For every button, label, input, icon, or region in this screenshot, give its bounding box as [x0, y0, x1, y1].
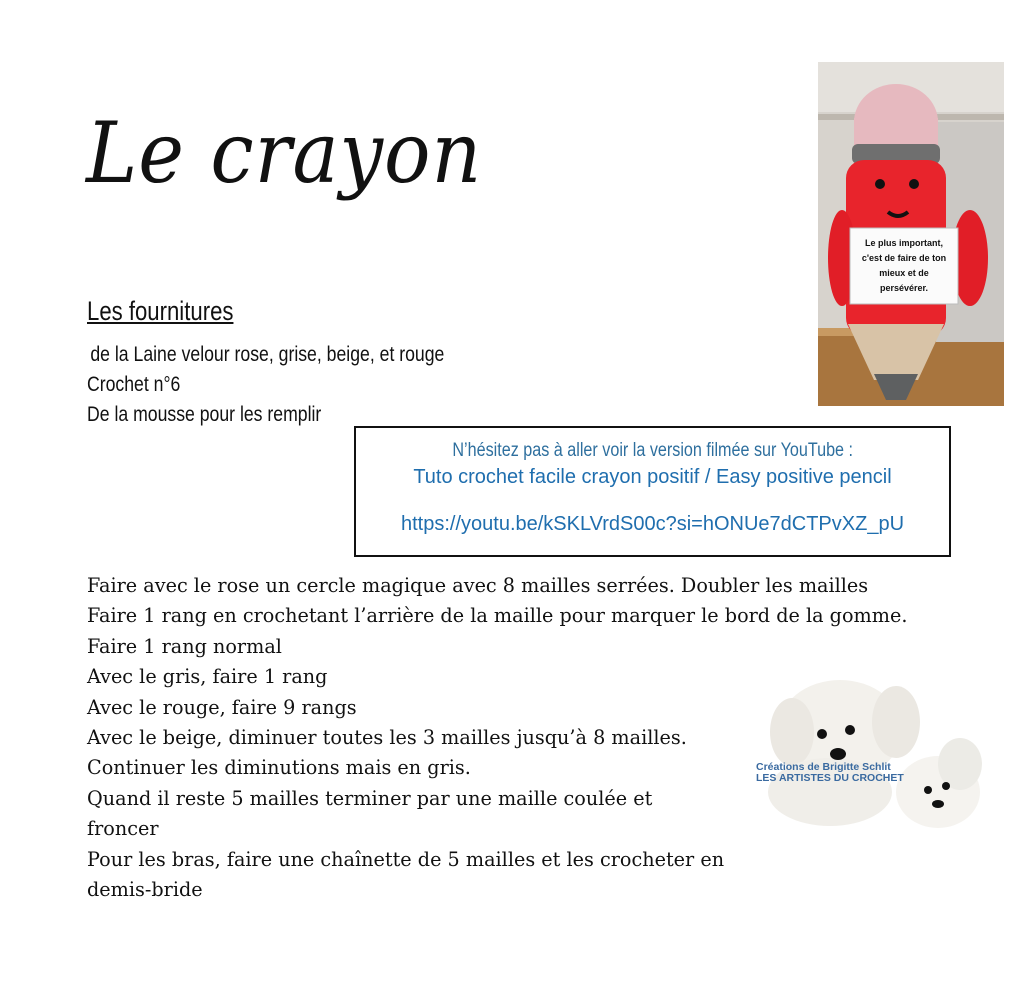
supply-item: de la Laine velour rose, grise, beige, et rouge [90, 343, 445, 366]
sign-line: Le plus important, [864, 238, 944, 248]
crochet-dogs-photo [750, 672, 996, 836]
supplies-heading: Les fournitures [87, 296, 234, 326]
instruction-line: Faire 1 rang en crochetant l’arrière de la maille pour marquer le bord de la gomme. [87, 604, 908, 628]
instruction-line: Avec le gris, faire 1 rang [87, 665, 328, 689]
sign-line: persévérer. [879, 283, 929, 293]
sign-line: mieux et de [879, 268, 929, 278]
page-title: Le crayon [86, 104, 483, 202]
video-url-link[interactable]: https://youtu.be/kSKLVrdS00c?si=hONUe7dCTPvXZ_pU [400, 513, 905, 535]
instruction-line: Continuer les diminutions mais en gris. [87, 756, 471, 780]
instruction-line: Avec le rouge, faire 9 rangs [87, 695, 357, 719]
crochet-pencil-photo [818, 62, 1004, 406]
video-title-link[interactable]: Tuto crochet facile crayon positif / Easy positive pencil [413, 466, 892, 488]
supply-item: De la mousse pour les remplir [87, 403, 322, 426]
instruction-line: Faire avec le rose un cercle magique avec 8 mailles serrées. Doubler les mailles [87, 574, 869, 597]
video-link-box [354, 426, 951, 557]
creator-credit [756, 762, 904, 784]
instruction-line: Avec le beige, diminuer toutes les 3 mailles jusqu’à 8 mailles. [87, 726, 687, 750]
instruction-line: demis-bride [87, 878, 203, 902]
video-intro: N’hésitez pas à aller voir la version filmée sur YouTube : [452, 440, 853, 461]
sign-line: c'est de faire de ton [861, 253, 947, 263]
credit-line: Créations de Brigitte Schlit [756, 761, 891, 773]
credit-line: LES ARTISTES DU CROCHET [756, 772, 904, 784]
instruction-line: froncer [87, 817, 159, 841]
instruction-line: Pour les bras, faire une chaînette de 5 mailles et les crocheter en [87, 847, 725, 871]
supply-item: Crochet n°6 [87, 373, 181, 396]
instruction-line: Faire 1 rang normal [87, 634, 282, 658]
instruction-line: Quand il reste 5 mailles terminer par une maille coulée et [87, 786, 653, 810]
supplies-list [87, 340, 444, 430]
